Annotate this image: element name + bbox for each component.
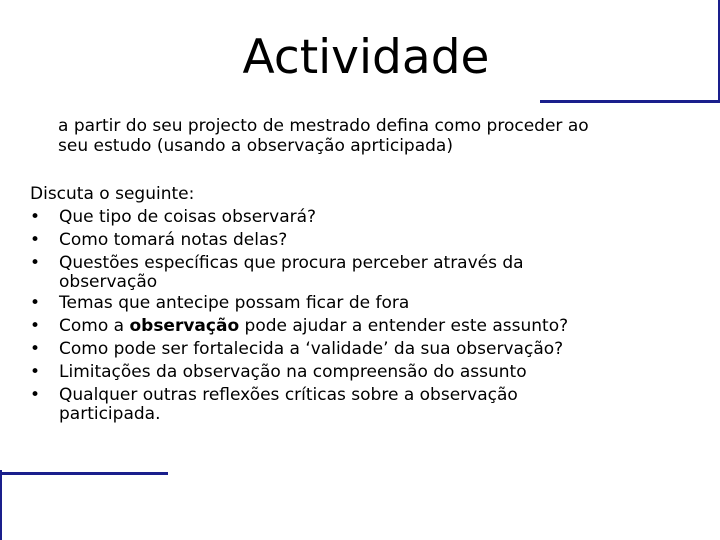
intro-text <box>58 116 708 156</box>
list-item-text: Como tomará notas delas? <box>59 230 288 250</box>
list-item-text: Questões específicas que procura perceber através da <box>59 253 524 273</box>
list-item <box>30 229 710 252</box>
discussion-lead: Discuta o seguinte: <box>30 184 195 204</box>
list-item-text-suffix: pode ajudar a entender este assunto? <box>239 316 569 336</box>
list-item-text: Que tipo de coisas observará? <box>59 207 317 227</box>
discussion-list <box>30 206 710 424</box>
list-item-text: Temas que antecipe possam ficar de fora <box>59 293 410 313</box>
slide-title: Actividade <box>242 30 490 85</box>
list-item <box>30 384 710 424</box>
bullet-icon: • <box>30 385 41 405</box>
bullet-icon: • <box>30 339 41 359</box>
list-item-text: Qualquer outras reflexões críticas sobre a observação <box>59 385 518 405</box>
list-item-text-prefix: Como a <box>59 316 130 336</box>
bullet-icon: • <box>30 293 41 313</box>
intro-line-2: seu estudo (usando a observação aprticipada) <box>58 136 453 156</box>
bullet-icon: • <box>30 207 41 227</box>
list-item <box>30 206 710 229</box>
list-item-text-bold: observação <box>129 316 240 336</box>
bullet-icon: • <box>30 316 41 336</box>
bullet-icon: • <box>30 362 41 382</box>
accent-border-left <box>0 470 2 540</box>
list-item-text-continued: participada. <box>59 404 161 424</box>
accent-rule-top <box>540 100 720 103</box>
list-item-text: Limitações da observação na compreensão do assunto <box>59 362 527 382</box>
list-item <box>30 361 710 384</box>
list-item-text-continued: observação <box>59 272 158 292</box>
list-item-text: Como pode ser fortalecida a ‘validade’ da sua observação? <box>59 339 564 359</box>
bullet-icon: • <box>30 253 41 273</box>
list-item <box>30 252 710 292</box>
list-item <box>30 292 710 315</box>
list-item <box>30 315 710 338</box>
bullet-icon: • <box>30 230 41 250</box>
accent-rule-bottom <box>0 472 168 475</box>
intro-line-1: a partir do seu projecto de mestrado defina como proceder ao <box>58 116 589 136</box>
list-item <box>30 338 710 361</box>
